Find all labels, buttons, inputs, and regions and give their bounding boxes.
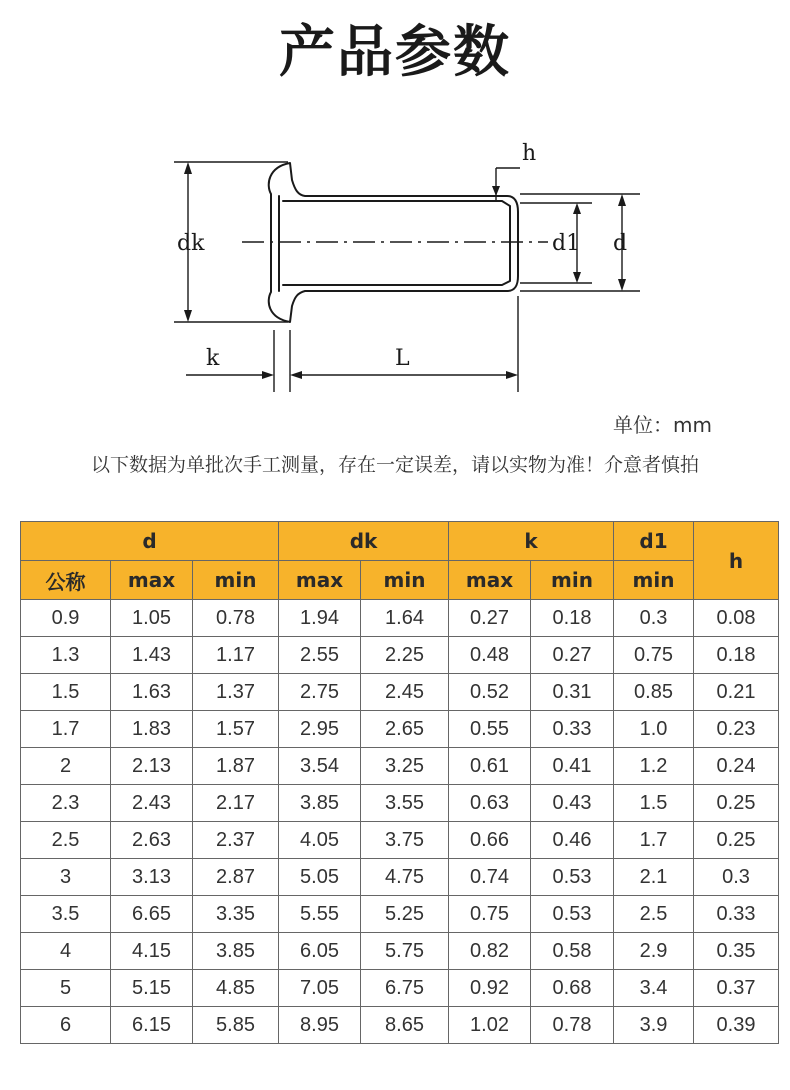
- table-cell: 3.35: [193, 896, 279, 933]
- subheader-k-max: max: [449, 561, 531, 600]
- header-k: k: [449, 522, 614, 561]
- table-cell: 0.9: [21, 600, 111, 637]
- table-cell: 2.13: [111, 748, 193, 785]
- table-cell: 2.43: [111, 785, 193, 822]
- table-cell: 0.68: [531, 970, 614, 1007]
- table-cell: 0.75: [449, 896, 531, 933]
- table-cell: 0.43: [531, 785, 614, 822]
- table-cell: 2.95: [279, 711, 361, 748]
- table-cell: 0.55: [449, 711, 531, 748]
- table-cell: 0.92: [449, 970, 531, 1007]
- table-cell: 0.85: [614, 674, 694, 711]
- label-h: h: [522, 141, 537, 166]
- table-cell: 1.87: [193, 748, 279, 785]
- table-cell: 8.65: [361, 1007, 449, 1044]
- table-cell: 3.54: [279, 748, 361, 785]
- table-cell: 0.58: [531, 933, 614, 970]
- table-cell: 6.75: [361, 970, 449, 1007]
- table-cell: 0.31: [531, 674, 614, 711]
- label-d1: d1: [552, 231, 581, 256]
- table-cell: 0.08: [694, 600, 779, 637]
- table-row: [21, 748, 779, 785]
- table-cell: 2: [21, 748, 111, 785]
- table-cell: 0.37: [694, 970, 779, 1007]
- table-cell: 5: [21, 970, 111, 1007]
- table-row: [21, 859, 779, 896]
- table-cell: 0.52: [449, 674, 531, 711]
- table-cell: 3.75: [361, 822, 449, 859]
- label-k: k: [206, 346, 220, 371]
- table-cell: 0.53: [531, 859, 614, 896]
- table-cell: 1.64: [361, 600, 449, 637]
- table-cell: 5.55: [279, 896, 361, 933]
- table-cell: 5.05: [279, 859, 361, 896]
- table-cell: 0.66: [449, 822, 531, 859]
- spec-table: [20, 521, 779, 1044]
- table-cell: 0.78: [193, 600, 279, 637]
- table-cell: 0.46: [531, 822, 614, 859]
- table-cell: 0.48: [449, 637, 531, 674]
- table-cell: 0.63: [449, 785, 531, 822]
- table-cell: 0.25: [694, 822, 779, 859]
- table-cell: 1.5: [614, 785, 694, 822]
- table-cell: 8.95: [279, 1007, 361, 1044]
- page-title: 产品参数: [279, 20, 511, 85]
- table-row: [21, 822, 779, 859]
- unit-label: 单位：mm: [613, 413, 712, 437]
- table-row: [21, 970, 779, 1007]
- rivet-inner-profile: [279, 196, 510, 291]
- table-cell: 0.27: [531, 637, 614, 674]
- table-cell: 0.74: [449, 859, 531, 896]
- table-cell: 2.1: [614, 859, 694, 896]
- table-cell: 2.37: [193, 822, 279, 859]
- table-cell: 3.85: [279, 785, 361, 822]
- table-cell: 1.0: [614, 711, 694, 748]
- table-cell: 1.05: [111, 600, 193, 637]
- subheader-k-min: min: [531, 561, 614, 600]
- table-cell: 2.3: [21, 785, 111, 822]
- table-cell: 2.45: [361, 674, 449, 711]
- table-cell: 2.87: [193, 859, 279, 896]
- table-cell: 0.21: [694, 674, 779, 711]
- label-dk: dk: [177, 231, 205, 256]
- table-cell: 0.18: [694, 637, 779, 674]
- label-d: d: [613, 231, 628, 256]
- table-cell: 0.24: [694, 748, 779, 785]
- table-row: [21, 933, 779, 970]
- table-cell: 3.55: [361, 785, 449, 822]
- table-cell: 1.2: [614, 748, 694, 785]
- table-cell: 1.3: [21, 637, 111, 674]
- table-cell: 5.15: [111, 970, 193, 1007]
- table-row: [21, 1007, 779, 1044]
- spec-table-body: [21, 600, 779, 1044]
- table-cell: 2.63: [111, 822, 193, 859]
- table-cell: 6: [21, 1007, 111, 1044]
- table-cell: 6.15: [111, 1007, 193, 1044]
- table-cell: 5.75: [361, 933, 449, 970]
- table-cell: 1.43: [111, 637, 193, 674]
- table-cell: 1.83: [111, 711, 193, 748]
- table-row: [21, 896, 779, 933]
- table-cell: 2.55: [279, 637, 361, 674]
- table-cell: 5.25: [361, 896, 449, 933]
- header-d1: d1: [614, 522, 694, 561]
- table-cell: 1.57: [193, 711, 279, 748]
- table-cell: 1.5: [21, 674, 111, 711]
- table-cell: 6.65: [111, 896, 193, 933]
- table-cell: 0.61: [449, 748, 531, 785]
- table-cell: 0.25: [694, 785, 779, 822]
- header-dk: dk: [279, 522, 449, 561]
- table-row: [21, 785, 779, 822]
- subheader-nominal: 公称: [21, 561, 111, 600]
- table-row: [21, 637, 779, 674]
- table-cell: 3.4: [614, 970, 694, 1007]
- table-cell: 0.33: [694, 896, 779, 933]
- table-cell: 2.5: [614, 896, 694, 933]
- table-cell: 0.78: [531, 1007, 614, 1044]
- table-cell: 0.35: [694, 933, 779, 970]
- table-cell: 4.85: [193, 970, 279, 1007]
- table-cell: 3.25: [361, 748, 449, 785]
- table-cell: 1.63: [111, 674, 193, 711]
- table-cell: 0.33: [531, 711, 614, 748]
- table-cell: 3.5: [21, 896, 111, 933]
- subheader-d-max: max: [111, 561, 193, 600]
- header-h: h: [694, 522, 779, 600]
- table-cell: 1.94: [279, 600, 361, 637]
- table-row: [21, 600, 779, 637]
- table-cell: 2.5: [21, 822, 111, 859]
- table-cell: 3.85: [193, 933, 279, 970]
- table-cell: 1.7: [21, 711, 111, 748]
- table-cell: 0.18: [531, 600, 614, 637]
- subheader-dk-max: max: [279, 561, 361, 600]
- table-cell: 2.25: [361, 637, 449, 674]
- table-row: [21, 674, 779, 711]
- table-cell: 2.75: [279, 674, 361, 711]
- subheader-d1-min: min: [614, 561, 694, 600]
- table-cell: 0.41: [531, 748, 614, 785]
- table-cell: 1.37: [193, 674, 279, 711]
- table-cell: 4.15: [111, 933, 193, 970]
- table-cell: 2.9: [614, 933, 694, 970]
- subheader-dk-min: min: [361, 561, 449, 600]
- table-cell: 0.3: [614, 600, 694, 637]
- disclaimer-note: 以下数据为单批次手工测量，存在一定误差，请以实物为准！介意者慎拍: [90, 454, 699, 476]
- header-d: d: [21, 522, 279, 561]
- table-cell: 7.05: [279, 970, 361, 1007]
- table-cell: 2.65: [361, 711, 449, 748]
- table-cell: 0.53: [531, 896, 614, 933]
- table-cell: 2.17: [193, 785, 279, 822]
- table-cell: 1.7: [614, 822, 694, 859]
- table-cell: 4.05: [279, 822, 361, 859]
- table-cell: 0.39: [694, 1007, 779, 1044]
- table-cell: 6.05: [279, 933, 361, 970]
- table-cell: 0.23: [694, 711, 779, 748]
- table-cell: 0.27: [449, 600, 531, 637]
- table-cell: 5.85: [193, 1007, 279, 1044]
- table-cell: 1.02: [449, 1007, 531, 1044]
- table-cell: 3: [21, 859, 111, 896]
- table-cell: 3.9: [614, 1007, 694, 1044]
- rivet-dimension-diagram: [150, 130, 650, 410]
- table-row: [21, 711, 779, 748]
- table-cell: 3.13: [111, 859, 193, 896]
- label-L: L: [395, 346, 410, 371]
- table-cell: 4: [21, 933, 111, 970]
- table-cell: 0.75: [614, 637, 694, 674]
- table-cell: 0.82: [449, 933, 531, 970]
- table-cell: 1.17: [193, 637, 279, 674]
- table-cell: 4.75: [361, 859, 449, 896]
- table-cell: 0.3: [694, 859, 779, 896]
- subheader-d-min: min: [193, 561, 279, 600]
